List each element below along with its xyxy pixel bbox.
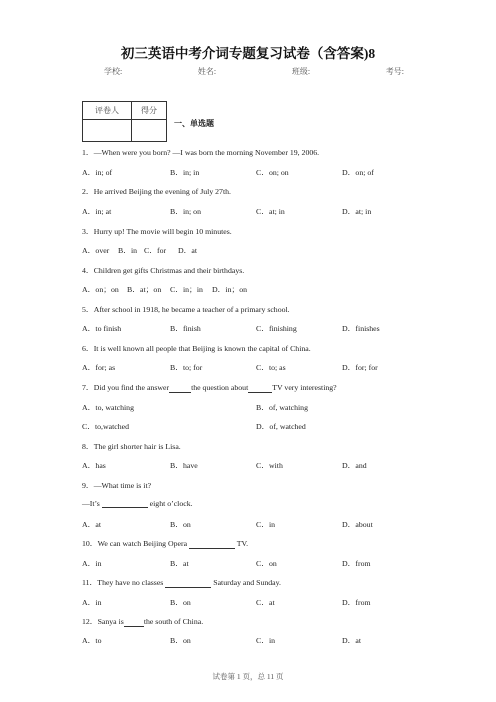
- q5-option-c: C．finishing: [256, 324, 297, 333]
- q6-option-d: D．for; for: [342, 363, 378, 372]
- q1-option-a: A．in; of: [82, 168, 113, 177]
- question-9-answer-line: [82, 499, 193, 508]
- q12-stem-part-1: 12．Sanya is: [82, 617, 124, 626]
- question-3-stem: 3．Hurry up! The movie will begin 10 minutes.: [82, 227, 232, 236]
- name-label: 姓名:: [197, 67, 217, 76]
- q9-option-c: C．in: [256, 520, 276, 529]
- q8-option-c: C．with: [256, 461, 283, 470]
- q4-option-a: A．on；on: [82, 285, 119, 294]
- q6-option-a: A．for; as: [82, 363, 116, 372]
- school-label: 学校:: [104, 67, 123, 76]
- student-info-row: [104, 66, 404, 77]
- q11-stem-part-2: Saturday and Sunday.: [213, 578, 281, 587]
- q2-option-b: B．in; on: [170, 207, 201, 216]
- q7-blank-1: [169, 384, 191, 393]
- q3-option-b: B．in: [118, 246, 138, 255]
- q10-option-b: B．at: [170, 559, 189, 568]
- q9-option-a: A．at: [82, 520, 102, 529]
- q12-option-b: B．on: [170, 636, 191, 645]
- reviewer-header: 评卷人: [83, 102, 132, 120]
- q10-option-d: D．from: [342, 559, 371, 568]
- score-cell: [132, 120, 167, 142]
- q5-option-a: A．to finish: [82, 324, 122, 333]
- q9-line-part-1: —It’s: [82, 499, 100, 508]
- q1-option-c: C．on; on: [256, 168, 289, 177]
- q12-option-c: C．in: [256, 636, 276, 645]
- q5-option-b: B．finish: [170, 324, 201, 333]
- q7-stem-part-2: the question about: [191, 383, 249, 392]
- q8-option-b: B．have: [170, 461, 198, 470]
- q7-option-d: D．of, watched: [256, 422, 306, 431]
- score-table: [82, 101, 167, 142]
- q7-stem-part-3: TV very interesting?: [272, 383, 337, 392]
- reviewer-cell: [83, 120, 132, 142]
- section-title: 一、单选题: [174, 119, 214, 128]
- q12-option-a: A．to: [82, 636, 102, 645]
- question-2-stem: 2．He arrived Beijing the evening of July 27th.: [82, 187, 231, 196]
- q4-option-b: B．at；on: [127, 285, 162, 294]
- q7-blank-2: [248, 384, 272, 393]
- q10-stem-part-2: TV.: [236, 539, 249, 548]
- q7-stem-part-1: 7．Did you find the answer: [82, 383, 170, 392]
- q6-option-c: C．to; as: [256, 363, 286, 372]
- q5-option-d: D．finishes: [342, 324, 380, 333]
- q8-option-a: A．has: [82, 461, 106, 470]
- q8-option-d: D．and: [342, 461, 367, 470]
- page-footer: 试卷第 1 页，总 11 页: [212, 672, 284, 681]
- q11-blank: [165, 579, 211, 588]
- q11-option-c: C．at: [256, 598, 275, 607]
- q3-option-d: D．at: [178, 246, 198, 255]
- score-header: 得分: [132, 102, 167, 120]
- q11-option-a: A．in: [82, 598, 102, 607]
- q2-option-a: A．in; at: [82, 207, 112, 216]
- q9-option-b: B．on: [170, 520, 191, 529]
- q7-option-a: A．to, watching: [82, 403, 134, 412]
- q3-option-c: C．for: [144, 246, 167, 255]
- question-12-stem: [82, 616, 203, 627]
- q9-blank: [102, 499, 148, 508]
- q4-option-c: C．in；in: [170, 285, 203, 294]
- q11-stem-part-1: 11．They have no classes: [82, 578, 164, 587]
- q9-option-d: D．about: [342, 520, 373, 529]
- q12-option-d: D．at: [342, 636, 362, 645]
- q7-option-c: C．to,watched: [82, 422, 129, 431]
- question-7-stem: [82, 382, 337, 393]
- q10-option-a: A．in: [82, 559, 102, 568]
- q1-option-b: B．in; in: [170, 168, 200, 177]
- q6-option-b: B．to; for: [170, 363, 203, 372]
- q7-option-b: B．of, watching: [256, 403, 308, 412]
- question-1-stem: 1．—When were you born? —I was born the morning November 19, 2006.: [82, 148, 320, 157]
- q12-stem-part-2: the south of China.: [143, 617, 204, 626]
- q9-line-part-2: eight o’clock.: [149, 499, 193, 508]
- q4-option-d: D．in；on: [212, 285, 248, 294]
- q12-blank: [124, 618, 144, 627]
- question-11-stem: [82, 577, 281, 588]
- q1-option-d: D．on; of: [342, 168, 374, 177]
- q3-option-a: A．over: [82, 246, 110, 255]
- q2-option-c: C．at; in: [256, 207, 285, 216]
- question-10-stem: [82, 538, 248, 549]
- page-title: 初三英语中考介词专题复习试卷（含答案)8: [120, 46, 376, 61]
- question-4-stem: 4．Children get gifts Christmas and their birthdays.: [82, 266, 245, 275]
- q11-option-d: D．from: [342, 598, 371, 607]
- class-label: 班级:: [291, 67, 311, 76]
- question-9-stem: 9．—What time is it?: [82, 481, 152, 490]
- question-6-stem: 6．It is well known all people that Beijing is known the capital of China.: [82, 344, 311, 353]
- q11-option-b: B．on: [170, 598, 191, 607]
- question-8-stem: 8．The girl shorter hair is Lisa.: [82, 442, 181, 451]
- question-5-stem: 5．After school in 1918, he became a teacher of a primary school.: [82, 305, 290, 314]
- number-label: 考号:: [385, 67, 404, 76]
- q2-option-d: D．at; in: [342, 207, 372, 216]
- q10-blank: [189, 540, 235, 549]
- q10-stem-part-1: 10．We can watch Beijing Opera: [82, 539, 188, 548]
- q10-option-c: C．on: [256, 559, 277, 568]
